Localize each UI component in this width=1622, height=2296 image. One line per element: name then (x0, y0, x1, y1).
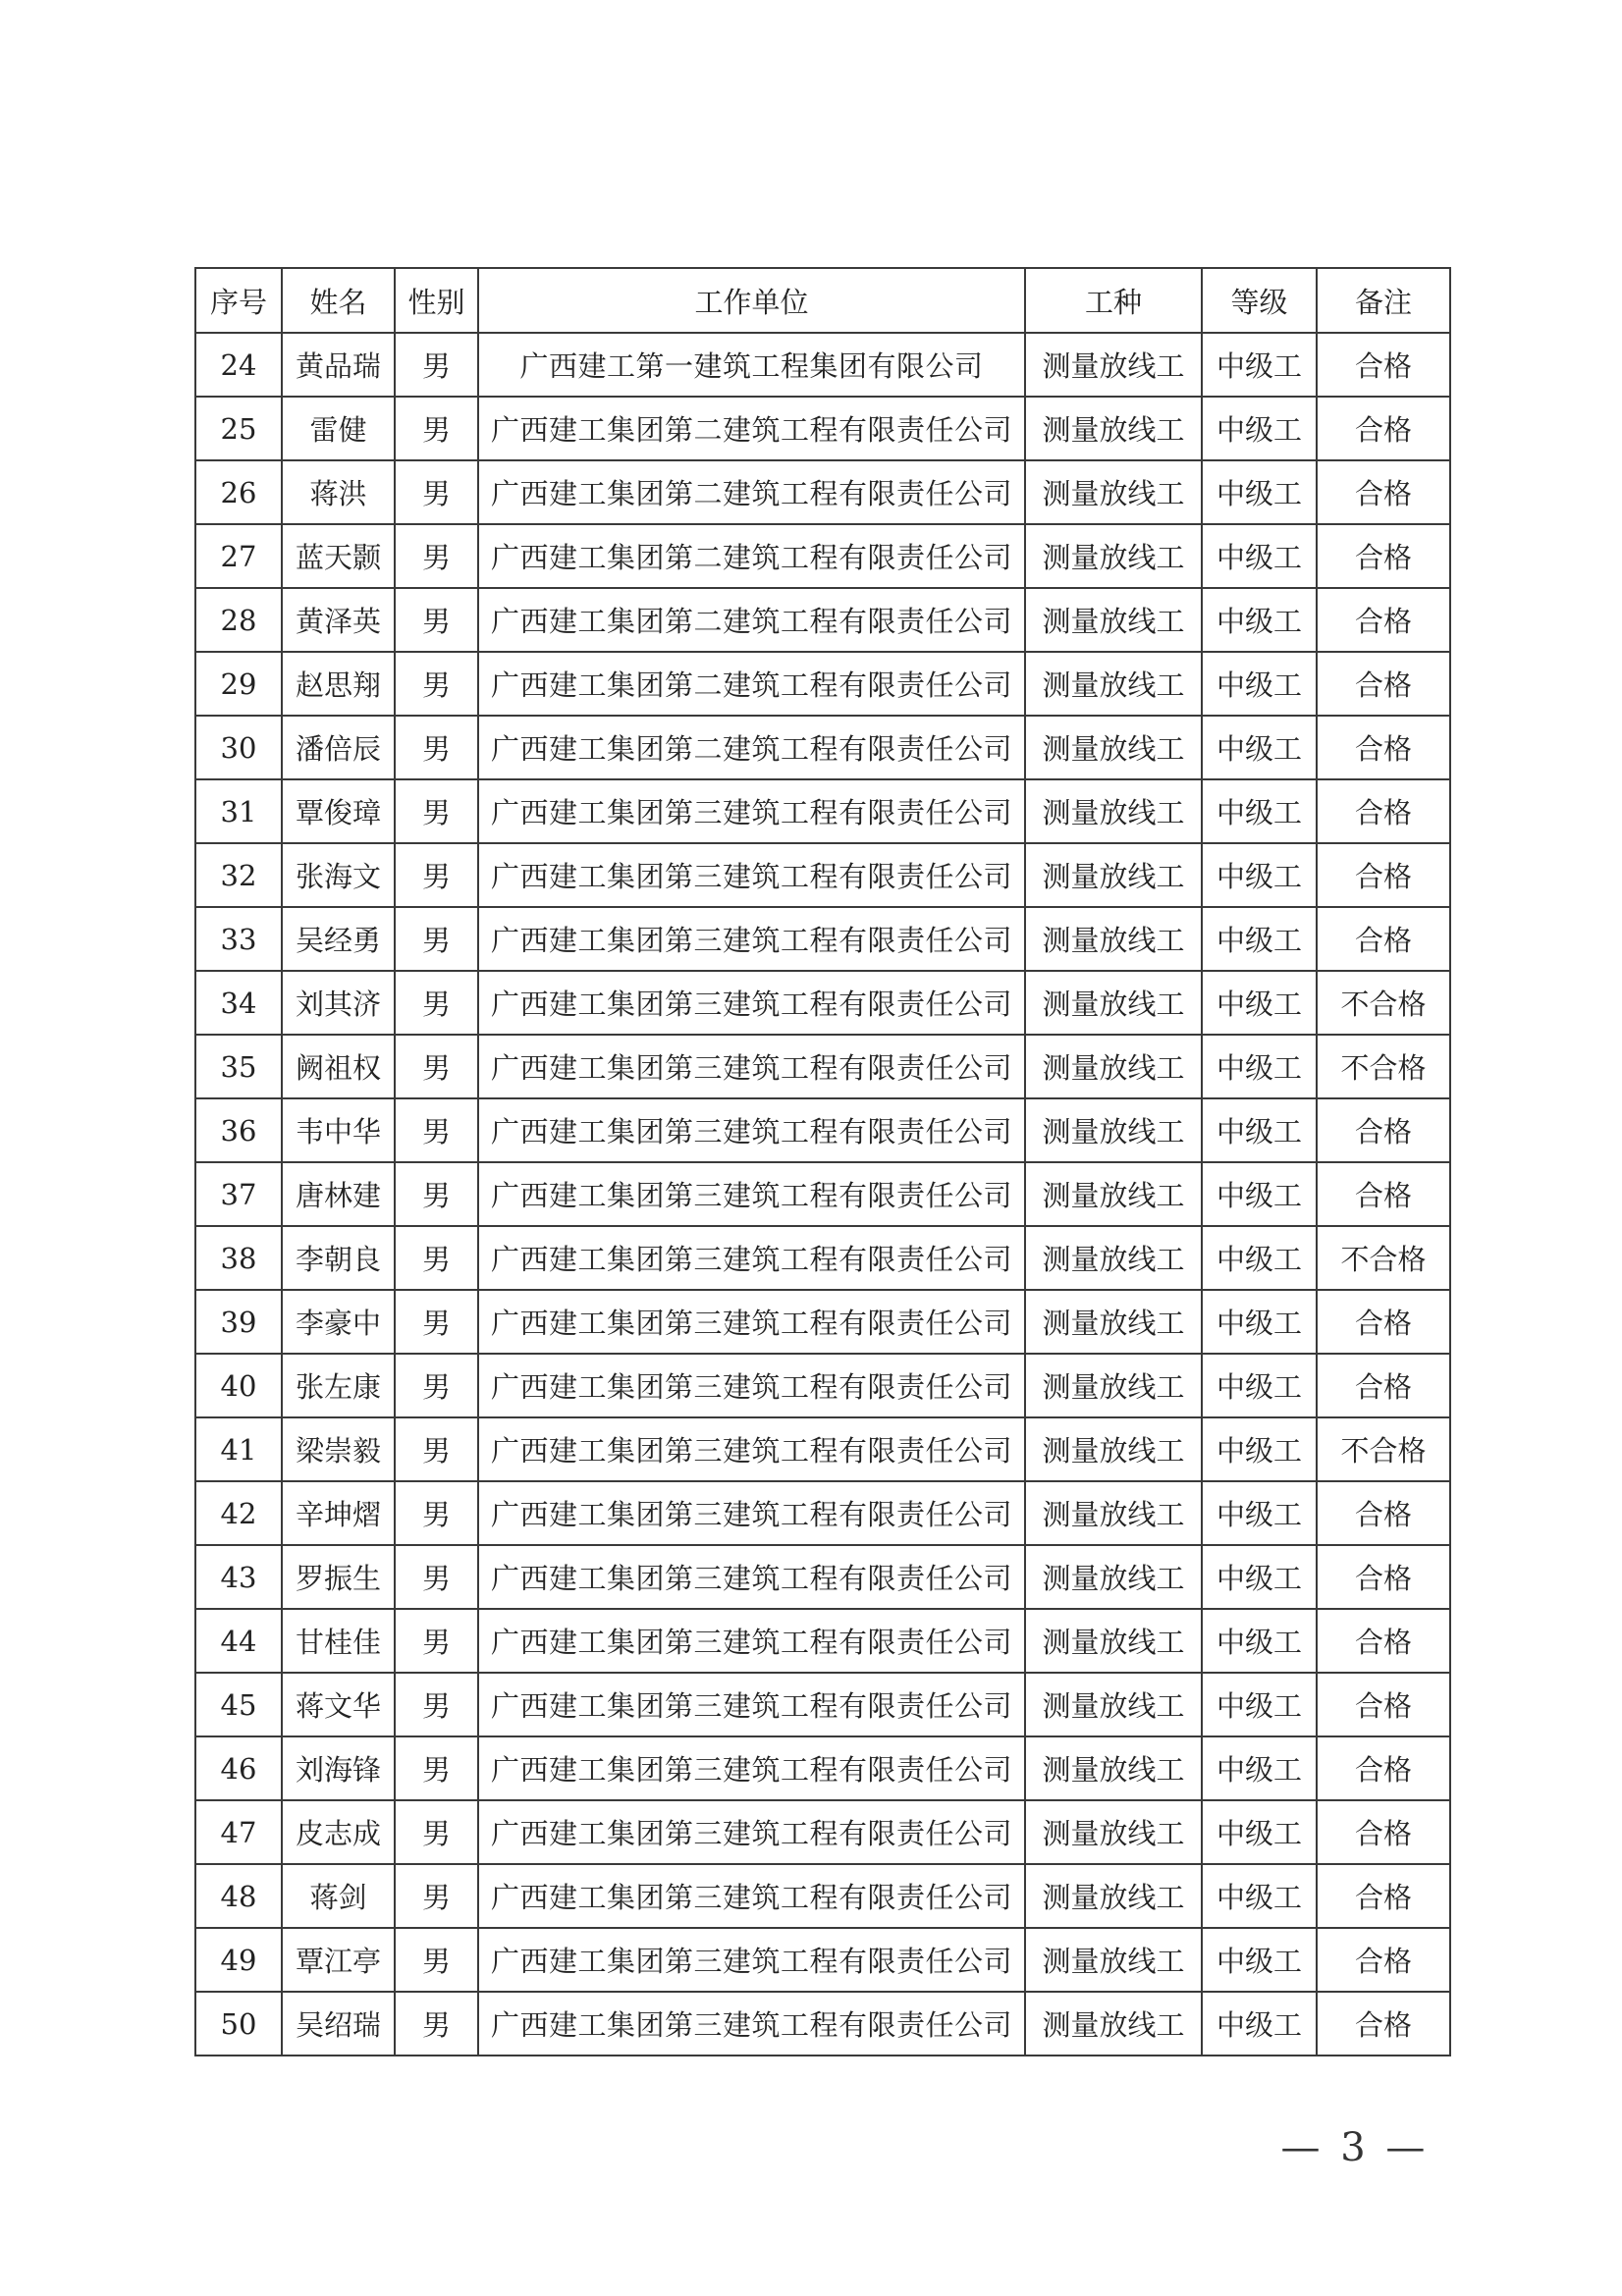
page-number: — 3 — (1280, 2125, 1430, 2170)
table-row (195, 588, 1450, 652)
cell-employer: 广西建工集团第二建筑工程有限责任公司 (478, 652, 1025, 716)
cell-trade: 测量放线工 (1025, 971, 1202, 1035)
cell-employer: 广西建工集团第三建筑工程有限责任公司 (478, 1481, 1025, 1545)
cell-gender: 男 (395, 716, 478, 779)
table-row (195, 333, 1450, 397)
cell-gender: 男 (395, 1545, 478, 1609)
cell-trade: 测量放线工 (1025, 524, 1202, 588)
cell-gender: 男 (395, 1673, 478, 1736)
cell-remark: 合格 (1317, 1290, 1450, 1354)
cell-gender: 男 (395, 1290, 478, 1354)
cell-trade: 测量放线工 (1025, 1800, 1202, 1864)
cell-level: 中级工 (1202, 1736, 1317, 1800)
cell-employer: 广西建工第一建筑工程集团有限公司 (478, 333, 1025, 397)
cell-remark: 合格 (1317, 588, 1450, 652)
table-row (195, 1098, 1450, 1162)
cell-name: 李豪中 (282, 1290, 395, 1354)
cell-name: 唐林建 (282, 1162, 395, 1226)
cell-trade: 测量放线工 (1025, 1098, 1202, 1162)
cell-employer: 广西建工集团第二建筑工程有限责任公司 (478, 524, 1025, 588)
cell-seq: 43 (195, 1545, 282, 1609)
cell-remark: 不合格 (1317, 1417, 1450, 1481)
cell-seq: 32 (195, 843, 282, 907)
cell-level: 中级工 (1202, 652, 1317, 716)
cell-employer: 广西建工集团第三建筑工程有限责任公司 (478, 779, 1025, 843)
cell-employer: 广西建工集团第三建筑工程有限责任公司 (478, 1035, 1025, 1098)
cell-level: 中级工 (1202, 1098, 1317, 1162)
cell-gender: 男 (395, 1928, 478, 1992)
cell-level: 中级工 (1202, 588, 1317, 652)
cell-remark: 合格 (1317, 652, 1450, 716)
header-remark: 备注 (1317, 268, 1450, 333)
cell-trade: 测量放线工 (1025, 1864, 1202, 1928)
cell-remark: 合格 (1317, 1992, 1450, 2056)
cell-remark: 合格 (1317, 1800, 1450, 1864)
cell-employer: 广西建工集团第三建筑工程有限责任公司 (478, 1098, 1025, 1162)
cell-trade: 测量放线工 (1025, 333, 1202, 397)
cell-level: 中级工 (1202, 1800, 1317, 1864)
cell-gender: 男 (395, 1864, 478, 1928)
table-row (195, 1736, 1450, 1800)
cell-remark: 合格 (1317, 333, 1450, 397)
cell-remark: 合格 (1317, 779, 1450, 843)
cell-level: 中级工 (1202, 524, 1317, 588)
header-row (195, 268, 1450, 333)
cell-name: 黄品瑞 (282, 333, 395, 397)
table-row (195, 843, 1450, 907)
cell-seq: 47 (195, 1800, 282, 1864)
cell-level: 中级工 (1202, 1035, 1317, 1098)
cell-name: 雷健 (282, 397, 395, 460)
cell-name: 覃俊璋 (282, 779, 395, 843)
cell-name: 吴绍瑞 (282, 1992, 395, 2056)
cell-trade: 测量放线工 (1025, 1736, 1202, 1800)
cell-name: 蒋剑 (282, 1864, 395, 1928)
cell-trade: 测量放线工 (1025, 652, 1202, 716)
cell-employer: 广西建工集团第三建筑工程有限责任公司 (478, 1545, 1025, 1609)
cell-seq: 46 (195, 1736, 282, 1800)
cell-trade: 测量放线工 (1025, 1545, 1202, 1609)
cell-employer: 广西建工集团第三建筑工程有限责任公司 (478, 1417, 1025, 1481)
cell-name: 韦中华 (282, 1098, 395, 1162)
cell-seq: 30 (195, 716, 282, 779)
table-row (195, 1481, 1450, 1545)
cell-name: 罗振生 (282, 1545, 395, 1609)
cell-name: 赵思翔 (282, 652, 395, 716)
cell-seq: 34 (195, 971, 282, 1035)
cell-remark: 合格 (1317, 1736, 1450, 1800)
cell-employer: 广西建工集团第三建筑工程有限责任公司 (478, 1162, 1025, 1226)
cell-trade: 测量放线工 (1025, 460, 1202, 524)
cell-name: 李朝良 (282, 1226, 395, 1290)
cell-gender: 男 (395, 524, 478, 588)
cell-trade: 测量放线工 (1025, 1673, 1202, 1736)
cell-gender: 男 (395, 460, 478, 524)
table-row (195, 1800, 1450, 1864)
cell-gender: 男 (395, 652, 478, 716)
cell-remark: 合格 (1317, 524, 1450, 588)
cell-seq: 39 (195, 1290, 282, 1354)
cell-name: 辛坤熠 (282, 1481, 395, 1545)
table-row (195, 779, 1450, 843)
cell-employer: 广西建工集团第三建筑工程有限责任公司 (478, 907, 1025, 971)
table-row (195, 652, 1450, 716)
cell-gender: 男 (395, 1609, 478, 1673)
cell-level: 中级工 (1202, 1481, 1317, 1545)
cell-level: 中级工 (1202, 333, 1317, 397)
table-header (195, 268, 1450, 333)
cell-trade: 测量放线工 (1025, 779, 1202, 843)
cell-remark: 合格 (1317, 397, 1450, 460)
cell-trade: 测量放线工 (1025, 1928, 1202, 1992)
cell-remark: 合格 (1317, 1864, 1450, 1928)
cell-gender: 男 (395, 397, 478, 460)
cell-seq: 38 (195, 1226, 282, 1290)
cell-seq: 36 (195, 1098, 282, 1162)
cell-level: 中级工 (1202, 1864, 1317, 1928)
table-row (195, 1226, 1450, 1290)
cell-trade: 测量放线工 (1025, 397, 1202, 460)
cell-gender: 男 (395, 779, 478, 843)
cell-seq: 29 (195, 652, 282, 716)
table-row (195, 1035, 1450, 1098)
cell-remark: 合格 (1317, 1609, 1450, 1673)
cell-seq: 24 (195, 333, 282, 397)
cell-trade: 测量放线工 (1025, 588, 1202, 652)
cell-employer: 广西建工集团第三建筑工程有限责任公司 (478, 1800, 1025, 1864)
cell-level: 中级工 (1202, 971, 1317, 1035)
cell-gender: 男 (395, 1035, 478, 1098)
cell-level: 中级工 (1202, 1290, 1317, 1354)
cell-name: 张海文 (282, 843, 395, 907)
cell-seq: 35 (195, 1035, 282, 1098)
cell-level: 中级工 (1202, 716, 1317, 779)
table-row (195, 716, 1450, 779)
cell-remark: 合格 (1317, 1545, 1450, 1609)
header-gender: 性别 (395, 268, 478, 333)
cell-level: 中级工 (1202, 1226, 1317, 1290)
cell-name: 潘倍辰 (282, 716, 395, 779)
table-row (195, 397, 1450, 460)
cell-gender: 男 (395, 1226, 478, 1290)
table-row (195, 1545, 1450, 1609)
cell-remark: 合格 (1317, 460, 1450, 524)
cell-seq: 27 (195, 524, 282, 588)
cell-seq: 28 (195, 588, 282, 652)
table-row (195, 1290, 1450, 1354)
cell-name: 刘其济 (282, 971, 395, 1035)
cell-gender: 男 (395, 907, 478, 971)
cell-seq: 31 (195, 779, 282, 843)
cell-employer: 广西建工集团第三建筑工程有限责任公司 (478, 843, 1025, 907)
cell-trade: 测量放线工 (1025, 1354, 1202, 1417)
header-employer: 工作单位 (478, 268, 1025, 333)
cell-remark: 合格 (1317, 1481, 1450, 1545)
cell-trade: 测量放线工 (1025, 1609, 1202, 1673)
header-seq: 序号 (195, 268, 282, 333)
cell-employer: 广西建工集团第三建筑工程有限责任公司 (478, 971, 1025, 1035)
table-row (195, 1609, 1450, 1673)
table-row (195, 971, 1450, 1035)
cell-employer: 广西建工集团第二建筑工程有限责任公司 (478, 588, 1025, 652)
cell-employer: 广西建工集团第三建筑工程有限责任公司 (478, 1736, 1025, 1800)
cell-seq: 48 (195, 1864, 282, 1928)
cell-seq: 45 (195, 1673, 282, 1736)
cell-remark: 合格 (1317, 1162, 1450, 1226)
cell-remark: 不合格 (1317, 1226, 1450, 1290)
cell-seq: 25 (195, 397, 282, 460)
cell-gender: 男 (395, 333, 478, 397)
cell-gender: 男 (395, 971, 478, 1035)
cell-remark: 合格 (1317, 716, 1450, 779)
cell-trade: 测量放线工 (1025, 1290, 1202, 1354)
cell-employer: 广西建工集团第三建筑工程有限责任公司 (478, 1226, 1025, 1290)
cell-remark: 合格 (1317, 1928, 1450, 1992)
cell-gender: 男 (395, 1736, 478, 1800)
cell-employer: 广西建工集团第三建筑工程有限责任公司 (478, 1673, 1025, 1736)
cell-trade: 测量放线工 (1025, 907, 1202, 971)
cell-seq: 44 (195, 1609, 282, 1673)
cell-name: 皮志成 (282, 1800, 395, 1864)
table-row (195, 1928, 1450, 1992)
cell-level: 中级工 (1202, 1417, 1317, 1481)
cell-trade: 测量放线工 (1025, 1035, 1202, 1098)
cell-employer: 广西建工集团第三建筑工程有限责任公司 (478, 1928, 1025, 1992)
cell-gender: 男 (395, 1098, 478, 1162)
cell-employer: 广西建工集团第三建筑工程有限责任公司 (478, 1992, 1025, 2056)
cell-employer: 广西建工集团第三建筑工程有限责任公司 (478, 1609, 1025, 1673)
table-row (195, 1162, 1450, 1226)
cell-level: 中级工 (1202, 779, 1317, 843)
table-row (195, 907, 1450, 971)
cell-gender: 男 (395, 843, 478, 907)
cell-seq: 40 (195, 1354, 282, 1417)
roster-table (194, 267, 1451, 2056)
cell-seq: 26 (195, 460, 282, 524)
table-row (195, 1417, 1450, 1481)
cell-gender: 男 (395, 1417, 478, 1481)
cell-seq: 41 (195, 1417, 282, 1481)
cell-remark: 合格 (1317, 1673, 1450, 1736)
cell-employer: 广西建工集团第三建筑工程有限责任公司 (478, 1864, 1025, 1928)
cell-level: 中级工 (1202, 1162, 1317, 1226)
cell-employer: 广西建工集团第二建筑工程有限责任公司 (478, 397, 1025, 460)
table-row (195, 1354, 1450, 1417)
cell-gender: 男 (395, 1800, 478, 1864)
cell-name: 刘海锋 (282, 1736, 395, 1800)
cell-level: 中级工 (1202, 460, 1317, 524)
cell-remark: 合格 (1317, 1354, 1450, 1417)
table-row (195, 460, 1450, 524)
table-row (195, 1864, 1450, 1928)
cell-trade: 测量放线工 (1025, 1162, 1202, 1226)
cell-employer: 广西建工集团第二建筑工程有限责任公司 (478, 716, 1025, 779)
table-row (195, 524, 1450, 588)
cell-remark: 合格 (1317, 843, 1450, 907)
cell-level: 中级工 (1202, 1992, 1317, 2056)
cell-level: 中级工 (1202, 1609, 1317, 1673)
cell-remark: 合格 (1317, 1098, 1450, 1162)
cell-trade: 测量放线工 (1025, 1481, 1202, 1545)
cell-level: 中级工 (1202, 397, 1317, 460)
cell-gender: 男 (395, 588, 478, 652)
cell-name: 阙祖权 (282, 1035, 395, 1098)
cell-seq: 50 (195, 1992, 282, 2056)
cell-name: 梁崇毅 (282, 1417, 395, 1481)
header-trade: 工种 (1025, 268, 1202, 333)
table-body (195, 333, 1450, 2056)
cell-seq: 49 (195, 1928, 282, 1992)
cell-remark: 不合格 (1317, 1035, 1450, 1098)
cell-remark: 不合格 (1317, 971, 1450, 1035)
cell-trade: 测量放线工 (1025, 716, 1202, 779)
cell-name: 甘桂佳 (282, 1609, 395, 1673)
cell-trade: 测量放线工 (1025, 843, 1202, 907)
cell-name: 蓝天颢 (282, 524, 395, 588)
cell-trade: 测量放线工 (1025, 1226, 1202, 1290)
cell-trade: 测量放线工 (1025, 1417, 1202, 1481)
table-row (195, 1992, 1450, 2056)
cell-level: 中级工 (1202, 843, 1317, 907)
cell-level: 中级工 (1202, 907, 1317, 971)
cell-seq: 37 (195, 1162, 282, 1226)
cell-trade: 测量放线工 (1025, 1992, 1202, 2056)
cell-gender: 男 (395, 1162, 478, 1226)
cell-name: 吴经勇 (282, 907, 395, 971)
cell-employer: 广西建工集团第三建筑工程有限责任公司 (478, 1290, 1025, 1354)
cell-seq: 33 (195, 907, 282, 971)
cell-name: 蒋文华 (282, 1673, 395, 1736)
cell-seq: 42 (195, 1481, 282, 1545)
cell-gender: 男 (395, 1354, 478, 1417)
cell-gender: 男 (395, 1992, 478, 2056)
cell-remark: 合格 (1317, 907, 1450, 971)
header-level: 等级 (1202, 268, 1317, 333)
cell-name: 张左康 (282, 1354, 395, 1417)
cell-employer: 广西建工集团第二建筑工程有限责任公司 (478, 460, 1025, 524)
cell-level: 中级工 (1202, 1928, 1317, 1992)
table-row (195, 1673, 1450, 1736)
cell-level: 中级工 (1202, 1354, 1317, 1417)
cell-name: 黄泽英 (282, 588, 395, 652)
cell-gender: 男 (395, 1481, 478, 1545)
cell-level: 中级工 (1202, 1673, 1317, 1736)
header-name: 姓名 (282, 268, 395, 333)
cell-employer: 广西建工集团第三建筑工程有限责任公司 (478, 1354, 1025, 1417)
cell-name: 蒋洪 (282, 460, 395, 524)
cell-level: 中级工 (1202, 1545, 1317, 1609)
cell-name: 覃江亭 (282, 1928, 395, 1992)
